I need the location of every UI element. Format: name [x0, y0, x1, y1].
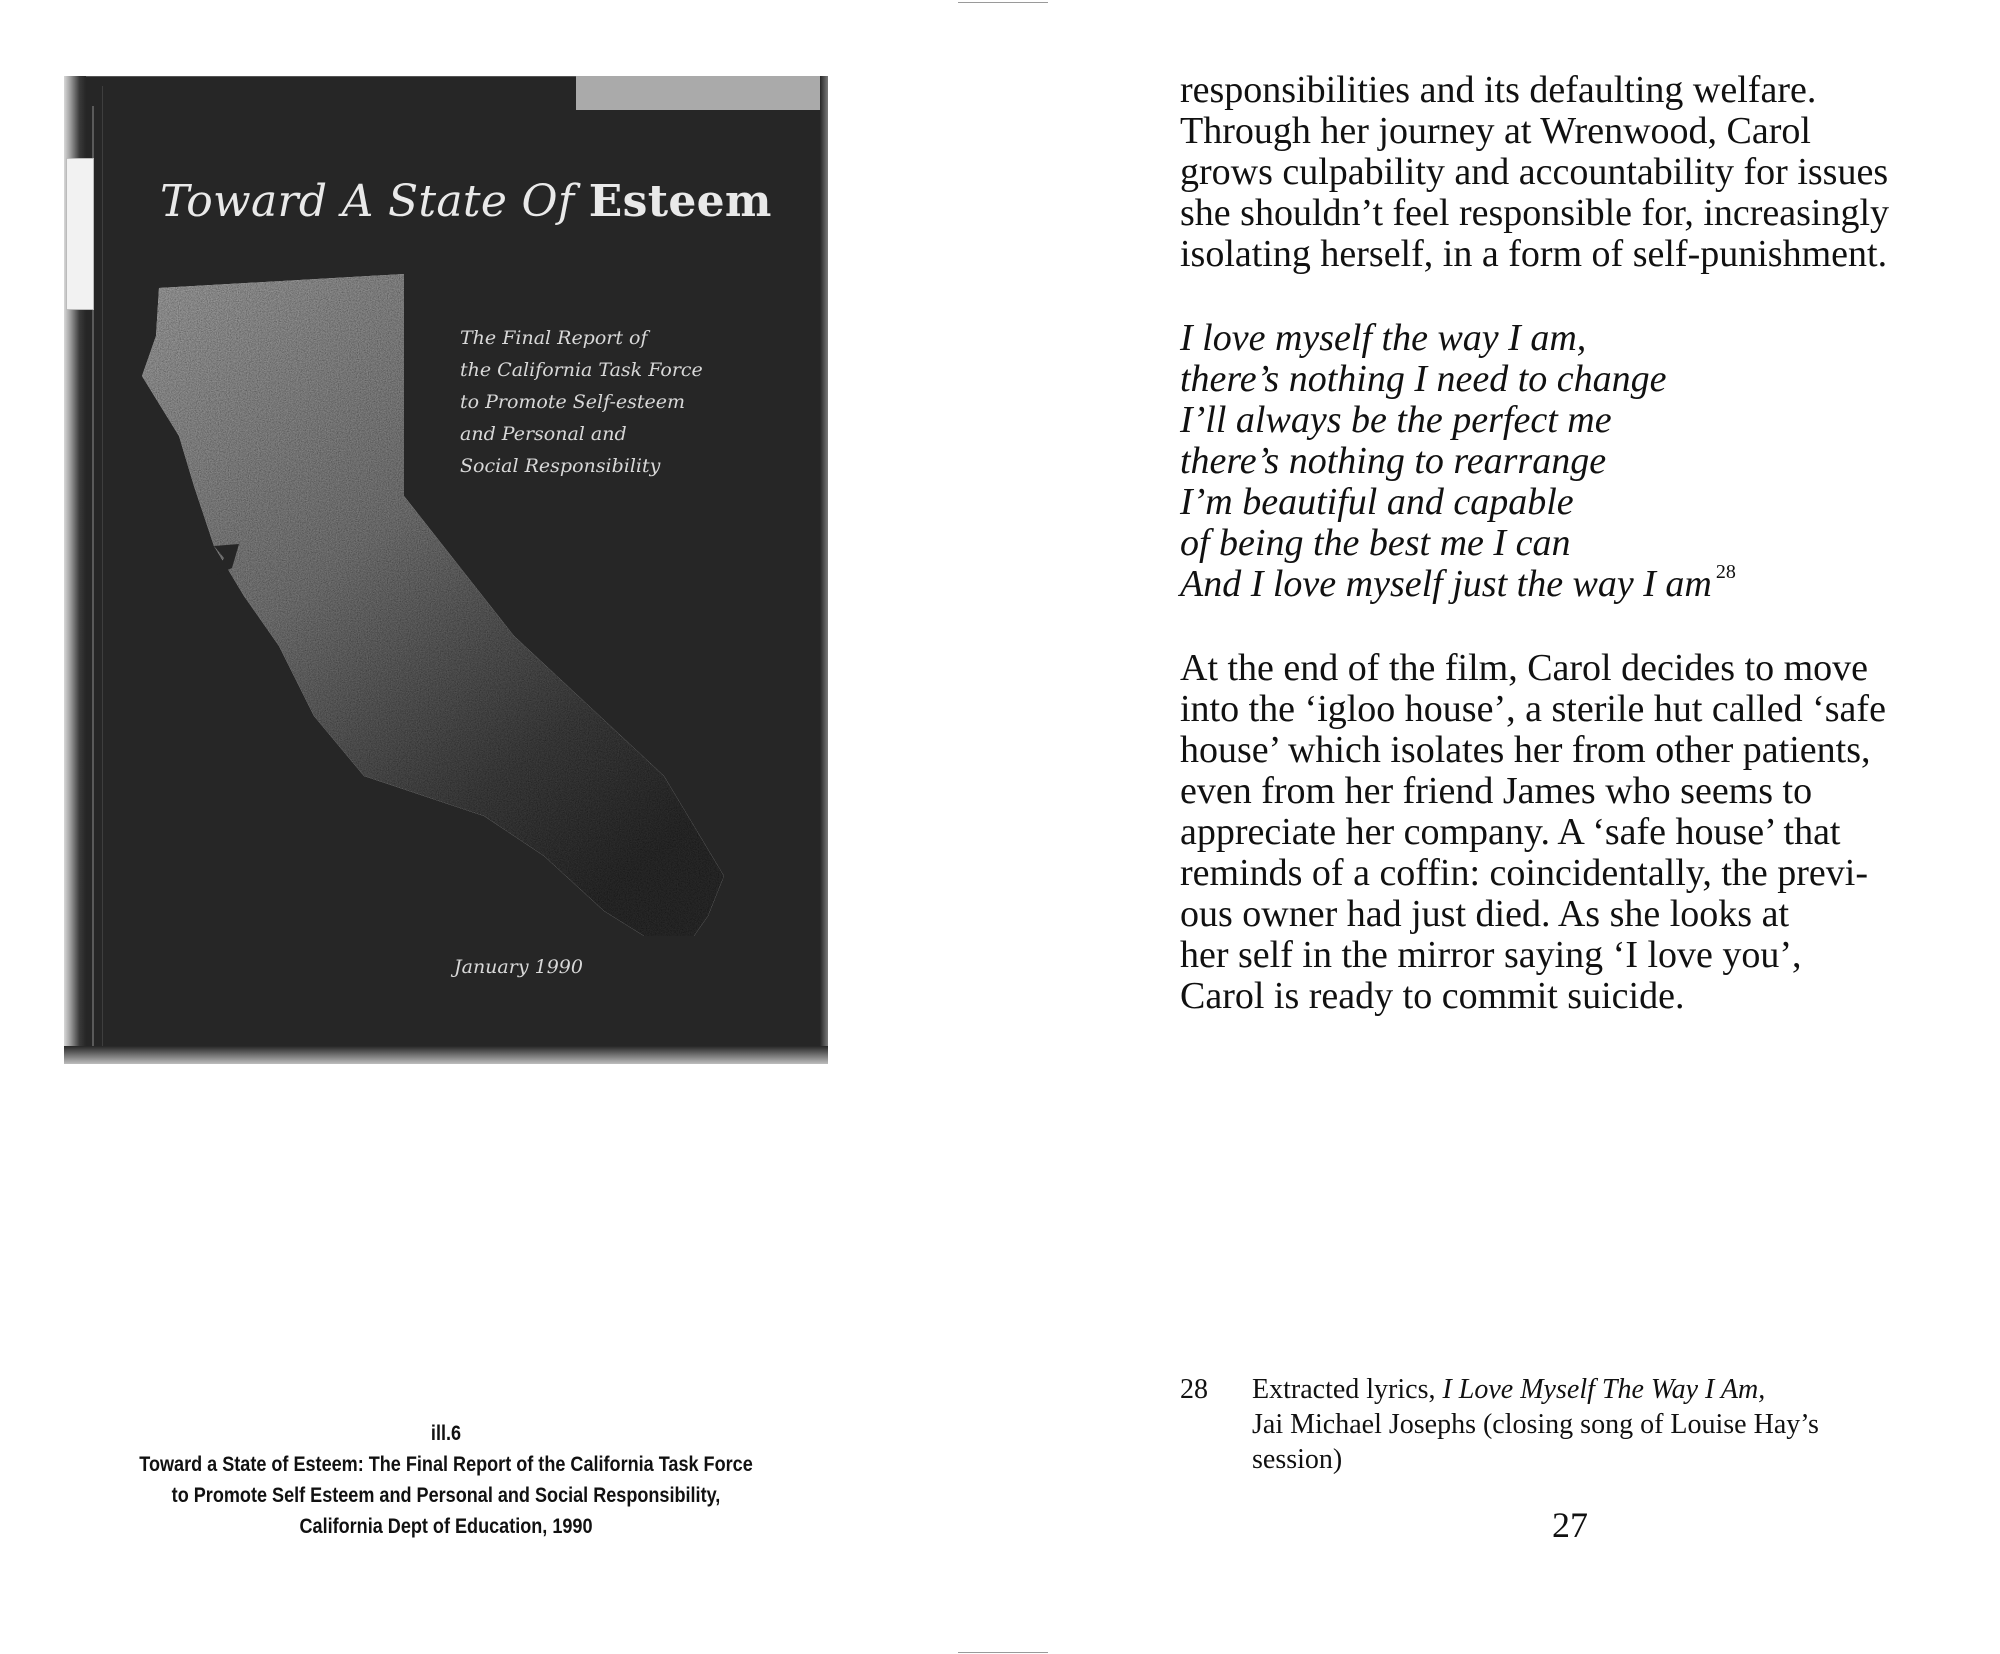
- poem-lyrics: [1180, 318, 1980, 605]
- text-line: appreciate her company. A ‘safe house’ that: [1180, 811, 1841, 853]
- text-line: responsibilities and its defaulting welfare.: [1180, 69, 1817, 111]
- cover-title: [160, 176, 800, 227]
- cover-subtitle-line: and Personal and: [460, 423, 627, 445]
- caption-id: ill.6: [430, 1422, 462, 1445]
- book-cover-image: [64, 76, 828, 1064]
- text-line: into the ‘igloo house’, a sterile hut called ‘safe: [1180, 688, 1886, 730]
- cover-title-regular: Toward A State Of: [160, 176, 575, 227]
- poem-line: of being the best me I can: [1180, 522, 1571, 564]
- cover-subtitle-line: to Promote Self-esteem: [460, 391, 686, 413]
- footnote-song-title: I Love Myself The Way I Am,: [1442, 1374, 1766, 1405]
- text-line: Carol is ready to commit suicide.: [1180, 975, 1685, 1017]
- text-line: grows culpability and accountability for issues: [1180, 151, 1889, 193]
- page-number: 27: [1552, 1505, 1588, 1545]
- text-line: reminds of a coffin: coincidentally, the previ-: [1180, 852, 1868, 894]
- cover-subtitle-line: Social Responsibility: [460, 455, 661, 477]
- text-line: isolating herself, in a form of self-punishment.: [1180, 233, 1888, 275]
- text-line: she shouldn’t feel responsible for, increasingly: [1180, 192, 1890, 234]
- caption-line: to Promote Self Esteem and Personal and Social Responsibility,: [171, 1484, 721, 1507]
- paragraph-2: [1180, 648, 1980, 1017]
- footnote-prefix: Extracted lyrics,: [1252, 1374, 1443, 1405]
- footnote-line: session): [1252, 1444, 1343, 1475]
- poem-line-text: And I love myself just the way I am: [1180, 563, 1712, 605]
- caption-line: Toward a State of Esteem: The Final Report of the California Task Force: [139, 1453, 753, 1476]
- trim-mark-bottom: [958, 1652, 1048, 1653]
- text-line: her self in the mirror saying ‘I love you’,: [1180, 934, 1802, 976]
- caption-line: California Dept of Education, 1990: [299, 1515, 593, 1538]
- poem-line: there’s nothing I need to change: [1180, 358, 1667, 400]
- poem-line-last: [1180, 561, 1980, 605]
- text-line: house’ which isolates her from other patients,: [1180, 729, 1871, 771]
- cover-bottom-edge: [64, 1046, 828, 1064]
- poem-line: I love myself the way I am,: [1180, 317, 1587, 359]
- cover-subtitle-line: the California Task Force: [460, 359, 703, 381]
- cover-subtitle: [460, 322, 780, 482]
- text-line: ous owner had just died. As she looks at: [1180, 893, 1790, 935]
- footnote-number: 28: [1180, 1374, 1208, 1405]
- poem-line: I’m beautiful and capable: [1180, 481, 1574, 523]
- poem-line: there’s nothing to rearrange: [1180, 440, 1607, 482]
- paragraph-1: [1180, 70, 1980, 275]
- footnote-line: Jai Michael Josephs (closing song of Louise Hay’s: [1252, 1409, 1819, 1440]
- text-line: even from her friend James who seems to: [1180, 770, 1813, 812]
- text-line: Through her journey at Wrenwood, Carol: [1180, 110, 1811, 152]
- text-line: At the end of the film, Carol decides to move: [1180, 647, 1869, 689]
- footnote-reference[interactable]: 28: [1715, 561, 1736, 583]
- cover-title-bold: Esteem: [588, 176, 772, 227]
- cover-right-edge: [820, 76, 828, 1064]
- cover-subtitle-line: The Final Report of: [460, 327, 648, 349]
- footnote-line: [1252, 1372, 1942, 1407]
- cover-date: January 1990: [454, 956, 583, 978]
- figure-caption: [117, 1418, 774, 1542]
- trim-mark-top: [958, 2, 1048, 3]
- footnote-body: [1252, 1372, 1942, 1477]
- poem-line: I’ll always be the perfect me: [1180, 399, 1612, 441]
